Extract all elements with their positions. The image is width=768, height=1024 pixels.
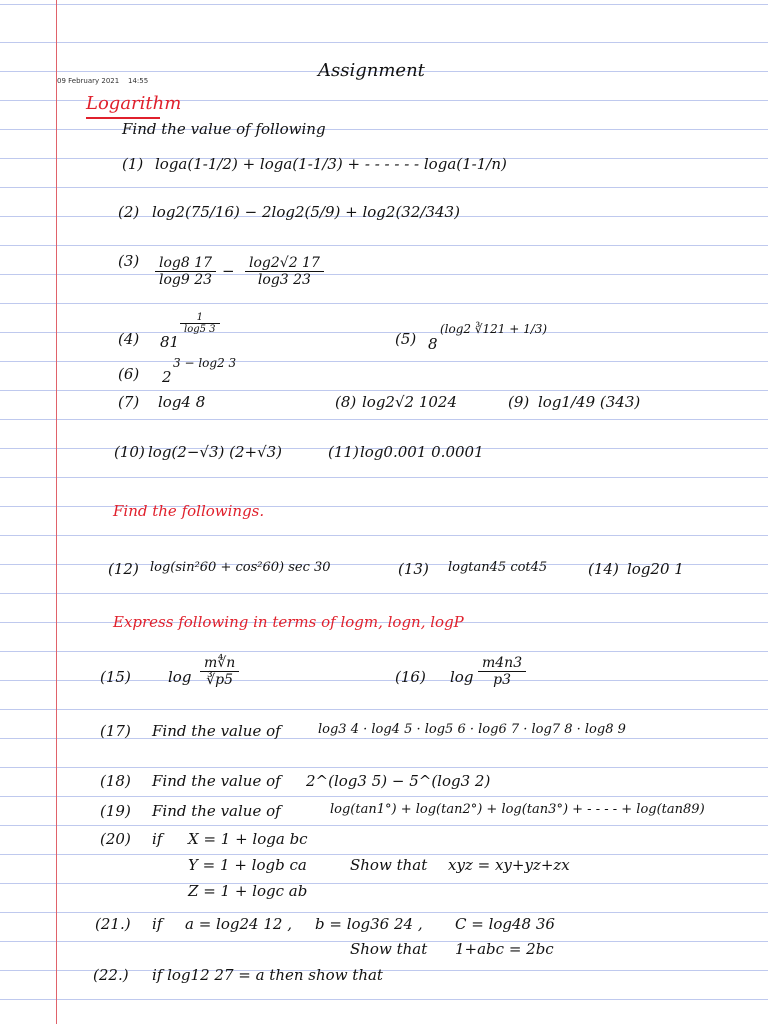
section-heading-express: Express following in terms of logm, logn, logP [113, 613, 464, 631]
problem-21-a: a = log24 12 , [185, 915, 292, 933]
problem-20-x: X = 1 + loga bc [188, 830, 308, 848]
problem-6-base: 2 [162, 368, 172, 386]
problem-3-fraction-1 [155, 255, 216, 288]
problem-16-log: log [450, 668, 474, 686]
problem-4-exponent-num: 1 [180, 312, 220, 324]
problem-10-label: (10) [114, 443, 145, 461]
problem-7-expression: log4 8 [158, 393, 206, 411]
problem-15-log: log [168, 668, 192, 686]
problem-9-label: (9) [508, 393, 530, 411]
problem-1-label: (1) [122, 155, 144, 173]
problem-11-label: (11) [328, 443, 359, 461]
problem-20-label: (20) [100, 830, 131, 848]
problem-3-label: (3) [118, 252, 140, 270]
problem-2-label: (2) [118, 203, 140, 221]
problem-21-if: if [152, 915, 163, 933]
problem-6-exponent: 3 − log2 3 [173, 356, 237, 370]
problem-1-expression: loga(1-1/2) + loga(1-1/3) + - - - - - - loga(1-1/n) [155, 155, 507, 173]
section-heading-find-followings: Find the followings. [113, 502, 265, 520]
problem-5-exponent: (log2 ∛121 + 1/3) [440, 322, 548, 336]
problem-3-fraction-2-den: log3 23 [257, 272, 311, 288]
note-time: 14:55 [128, 77, 149, 85]
problem-21-result: 1+abc = 2bc [455, 940, 554, 958]
problem-20-result: xyz = xy+yz+zx [448, 856, 570, 874]
problem-13-expression: logtan45 cot45 [448, 560, 548, 575]
page-title: Assignment [318, 60, 425, 81]
topic-heading: Logarithm [86, 93, 182, 114]
problem-4-exponent-den: log5 3 [184, 324, 216, 335]
problem-19-label: (19) [100, 802, 131, 820]
problem-20-y: Y = 1 + logb ca [188, 856, 307, 874]
problem-22-label: (22.) [93, 966, 129, 984]
problem-15-fraction-den: ∛p5 [206, 672, 233, 688]
problem-5-base: 8 [428, 335, 438, 353]
topic-underline [86, 117, 160, 119]
problem-17-expression: log3 4 · log4 5 · log5 6 · log6 7 · log7 8 · log8 9 [318, 722, 626, 737]
problem-6-label: (6) [118, 365, 140, 383]
problem-17-prompt: Find the value of [152, 722, 281, 740]
problem-8-expression: log2√2 1024 [362, 393, 458, 411]
problem-15-fraction-num: m∜n [200, 655, 239, 672]
problem-17-label: (17) [100, 722, 131, 740]
note-date: 09 February 2021 [57, 77, 120, 85]
problem-4-exponent [180, 312, 220, 335]
problem-18-label: (18) [100, 772, 131, 790]
problem-21-label: (21.) [95, 915, 131, 933]
problem-14-expression: log20 1 [627, 560, 684, 578]
problem-16-label: (16) [395, 668, 426, 686]
problem-16-fraction-num: m4n3 [478, 655, 526, 672]
problem-20-if: if [152, 830, 163, 848]
problem-15-label: (15) [100, 668, 131, 686]
problem-10-expression: log(2−√3) (2+√3) [148, 443, 283, 461]
problem-8-label: (8) [335, 393, 357, 411]
problem-3-fraction-2 [245, 255, 324, 288]
problem-21-c: C = log48 36 [455, 915, 555, 933]
problem-9-expression: log1/49 (343) [538, 393, 641, 411]
problem-18-prompt: Find the value of [152, 772, 281, 790]
problem-2-expression: log2(75/16) − 2log2(5/9) + log2(32/343) [152, 203, 460, 221]
section-heading-find-value: Find the value of following [122, 120, 326, 138]
problem-12-label: (12) [108, 560, 139, 578]
problem-19-prompt: Find the value of [152, 802, 281, 820]
problem-11-expression: log0.001 0.0001 [360, 443, 484, 461]
problem-7-label: (7) [118, 393, 140, 411]
problem-3-minus: − [222, 262, 235, 280]
problem-22-expression: if log12 27 = a then show that [152, 966, 383, 984]
problem-4-label: (4) [118, 330, 140, 348]
problem-4-base: 81 [160, 333, 180, 351]
problem-20-z: Z = 1 + logc ab [188, 882, 308, 900]
problem-15-fraction [200, 655, 239, 688]
problem-21-b: b = log36 24 , [315, 915, 423, 933]
problem-19-expression: log(tan1°) + log(tan2°) + log(tan3°) + - - - - + log(tan89) [330, 802, 705, 817]
problem-14-label: (14) [588, 560, 619, 578]
problem-16-fraction [478, 655, 526, 688]
problem-20-show: Show that [350, 856, 428, 874]
problem-5-label: (5) [395, 330, 417, 348]
problem-12-expression: log(sin²60 + cos²60) sec 30 [150, 560, 331, 575]
notebook-margin-line [56, 0, 57, 1024]
problem-3-fraction-1-den: log9 23 [159, 272, 213, 288]
problem-3-fraction-2-num: log2√2 17 [245, 255, 324, 272]
problem-16-fraction-den: p3 [493, 672, 511, 688]
problem-21-show: Show that [350, 940, 428, 958]
problem-3-fraction-1-num: log8 17 [155, 255, 216, 272]
problem-13-label: (13) [398, 560, 429, 578]
problem-18-expression: 2^(log3 5) − 5^(log3 2) [306, 772, 491, 790]
